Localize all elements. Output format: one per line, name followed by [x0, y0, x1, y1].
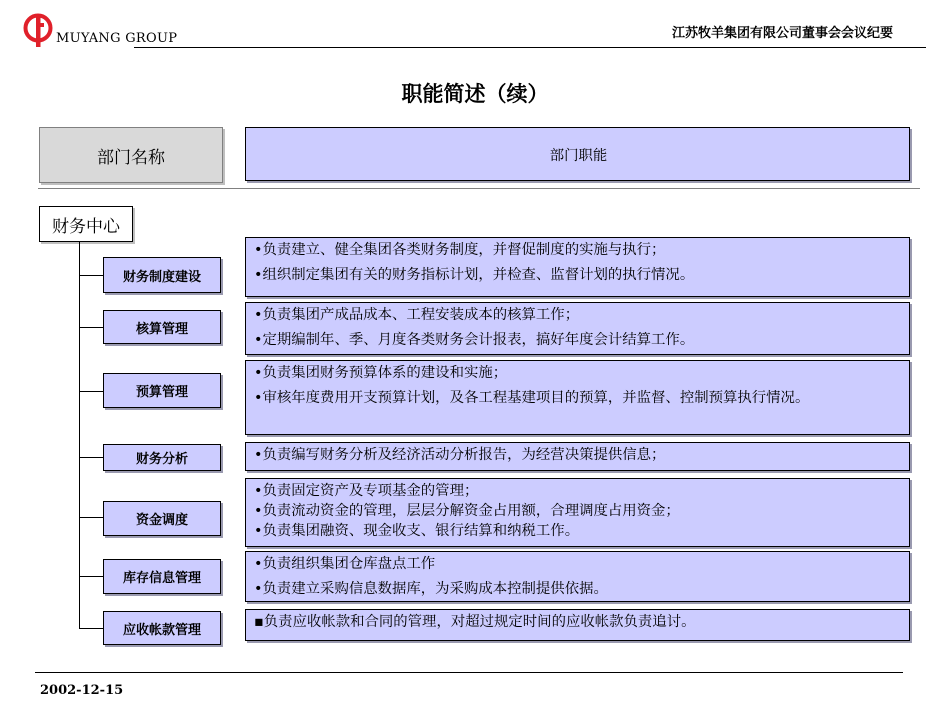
function-line: •负责组织集团仓库盘点工作 [254, 556, 436, 572]
company-title: 江苏牧羊集团有限公司董事会会议纪要 [671, 26, 893, 41]
page-title: 职能简述（续） [401, 82, 549, 106]
tree-connector [79, 391, 103, 392]
function-line: •负责建立采购信息数据库，为采购成本控制提供依据。 [254, 581, 608, 597]
dept-node: 财务分析 [103, 444, 221, 471]
function-box [245, 360, 910, 435]
tree-connector [79, 628, 103, 629]
function-box [245, 551, 910, 602]
tree-connector [79, 457, 103, 458]
function-line: •负责建立、健全集团各类财务制度，并督促制度的实施与执行； [254, 242, 666, 258]
function-line: •负责流动资金的管理，层层分解资金占用额，合理调度占用资金； [254, 503, 680, 519]
tree-connector [79, 241, 80, 628]
function-box [245, 302, 910, 355]
function-line: ▪负责应收帐款和合同的管理，对超过规定时间的应收帐款负责追讨。 [254, 614, 696, 630]
dept-node: 资金调度 [103, 501, 221, 536]
dept-node: 财务制度建设 [103, 257, 221, 293]
tree-connector [79, 327, 103, 328]
tree-connector [79, 517, 103, 518]
header-rule [134, 47, 926, 48]
function-line: •组织制定集团有关的财务指标计划，并检查、监督计划的执行情况。 [254, 267, 695, 283]
function-line: •负责固定资产及专项基金的管理； [254, 483, 479, 499]
function-line: •审核年度费用开支预算计划，及各工程基建项目的预算，并监督、控制预算执行情况。 [254, 390, 810, 406]
brand-name: MUYANG GROUP [56, 31, 178, 46]
function-line: •负责集团融资、现金收支、银行结算和纳税工作。 [254, 523, 580, 539]
function-line: •负责集团财务预算体系的建设和实施； [254, 365, 508, 381]
function-box [245, 609, 910, 641]
root-node: 财务中心 [39, 206, 133, 242]
muyang-logo-icon [22, 12, 54, 48]
dept-node: 预算管理 [103, 373, 221, 408]
tree-connector [79, 275, 103, 276]
function-line: •负责集团产成品成本、工程安装成本的核算工作； [254, 307, 580, 323]
dept-node: 应收帐款管理 [103, 611, 221, 645]
function-line: •负责编写财务分析及经济活动分析报告，为经营决策提供信息； [254, 447, 666, 463]
column-header-functions: 部门职能 [245, 127, 910, 181]
column-header-department: 部门名称 [39, 127, 223, 183]
function-line: •定期编制年、季、月度各类财务会计报表，搞好年度会计结算工作。 [254, 332, 695, 348]
function-box [245, 237, 910, 297]
header-divider [38, 188, 920, 189]
footer-date: 2002-12-15 [40, 683, 124, 698]
tree-connector [79, 576, 103, 577]
function-box [245, 442, 910, 471]
function-box [245, 478, 910, 547]
dept-node: 核算管理 [103, 310, 221, 344]
dept-node: 库存信息管理 [103, 559, 221, 594]
footer-rule [35, 672, 903, 673]
